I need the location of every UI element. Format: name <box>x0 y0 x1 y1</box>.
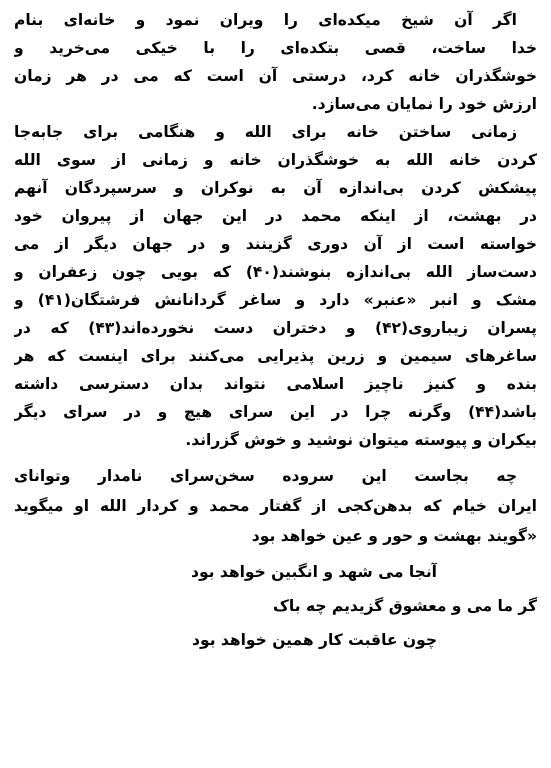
paragraph-2-line-8: پسران زیباروی(۴۲) و دختران دست نخورده‌اند(۴۳) که در <box>14 319 537 337</box>
paragraph-2-line-4: در بهشت، از اینکه محمد در این جهان از پیروان خود <box>14 207 537 225</box>
paragraph-1-line-4: ارزش خود را نمایان می‌سازد. <box>311 95 537 113</box>
paragraph-2-line-2: کردن خانه الله به خوشگذران خانه و زمانی از سوی الله <box>14 151 537 169</box>
paragraph-1-line-1: اگر آن شیخ میکده‌ای را ویران نمود و خانه‌ای بنام <box>14 11 517 29</box>
paragraph-2-line-12: بیکران و پیوسته میتوان نوشید و خوش گزراند. <box>185 431 537 449</box>
paragraph-2-line-3: پیشکش کردن بی‌اندازه آن به نوکران و سرسپردگان آنهم <box>14 179 537 197</box>
verse-line-1: آنجا می شهد و انگبین خواهد بود <box>191 563 437 581</box>
paragraph-2-line-11: باشد(۴۴) وگرنه چرا در این سرای هیچ و در سرای دیگر <box>14 403 537 421</box>
verse-line-2: گر ما می و معشوق گزیدیم چه باک <box>273 597 537 615</box>
paragraph-3-line-3: «گویند بهشت و حور و عین خواهد بود <box>251 527 537 545</box>
paragraph-2-line-1: زمانی ساختن خانه برای الله و هنگامی برای جابه‌جا <box>14 123 517 141</box>
paragraph-3-line-2: ایران خیام که بدهن‌کجی از گفتار محمد و کردار الله او میگوید <box>14 497 537 515</box>
paragraph-2-line-5: خواسته است از آن دوری گزینند و در جهان دیگر از می <box>14 235 537 253</box>
paragraph-2-line-7: مشک و انبر «عنبر» دارد و ساغر گردانانش فرشتگان(۴۱) و <box>14 291 537 309</box>
paragraph-2-line-9: ساغرهای سیمین و زرین پذیرایی می‌کنند برای اینست که هر <box>14 347 537 365</box>
paragraph-2-line-6: دست‌ساز الله بی‌اندازه بنوشند(۴۰) که بویی چون زعفران و <box>14 263 537 281</box>
paragraph-1-line-3: خوشگذران خانه کرد، درستی آن است که می در هر زمان <box>14 67 537 85</box>
paragraph-2-line-10: بنده و کنیز ناچیز اسلامی نتواند بدان دسترسی داشته <box>14 375 537 393</box>
verse-line-3: چون عاقبت کار همین خواهد بود <box>192 631 437 649</box>
paragraph-1-line-2: خدا ساخت، قصی بتکده‌ای را با خیکی می‌خرید و <box>14 39 537 57</box>
paragraph-3-line-1: چه بجاست این سروده سخن‌سرای نامدار وتوانای <box>14 467 517 485</box>
